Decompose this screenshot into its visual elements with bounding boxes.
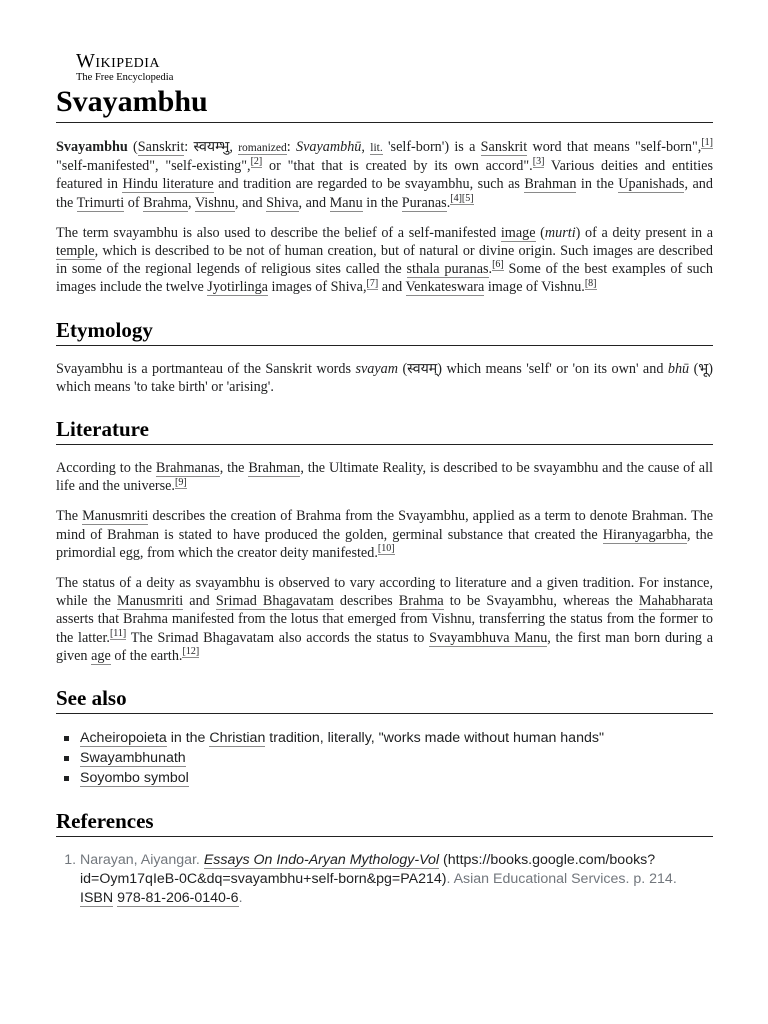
link-temple[interactable]: temple [56,243,95,260]
lead-paragraph: Svayambhu (Sanskrit: स्वयम्भु, romanized: Svayambhū, lit. 'self-born') is a Sanskrit word that means "self-born",[1] "self-manifested", "self-existing",[2] or "that that is created by its own accord".[3] Various deities and entities featured in Hindu literature and tradition are regarded to be svayambhu, such as Brahman in the Upanishads, and the Trimurti of Brahma, Vishnu, and Shiva, and Manu in the Puranas.[4][5] [56,137,714,211]
text: (भू) which means 'to take birth' or 'arising'. [56,360,713,395]
text: , and [235,194,267,211]
ref-6[interactable]: [6] [492,259,504,271]
link-brahmanas[interactable]: Brahmanas [155,460,220,477]
text: ( [535,224,545,241]
link-sanskrit-2[interactable]: Sanskrit [480,139,528,155]
link-brahman[interactable]: Brahman [524,176,577,193]
isbn-number-link[interactable]: 978-81-206-0140-6 [117,890,239,907]
text: describes the creation of Brahma from the Svayambhu, applied as a term to denote Brahman. The mind of Brahman is stated to have produced the golden, germinal substance that created the [56,508,714,543]
list-item [80,728,713,748]
text: . [238,890,243,907]
literature-paragraph-1 [56,459,713,495]
link-manusmriti-2[interactable]: Manusmriti [117,593,184,610]
link-sthala-puranas[interactable]: sthala puranas [406,261,489,278]
link-sanskrit[interactable]: Sanskrit [137,139,185,155]
link-mahabharata[interactable]: Mahabharata [638,593,713,610]
text: and tradition are regarded to be svayambhu, such as [213,176,525,193]
link-hindu-literature[interactable]: Hindu literature [122,176,214,193]
logo-wordmark: Wikipedia [76,50,161,72]
logo-tagline: The Free Encyclopedia [76,72,174,83]
link-manusmriti[interactable]: Manusmriti [82,508,149,525]
link-srimad-bhagavatam[interactable]: Srimad Bhagavatam [215,593,334,610]
text: , the [219,460,249,477]
text: The [56,508,83,525]
ref-9[interactable]: [9] [174,476,187,488]
ref-url: (https://books.google.com/books?id=Oym17qIeB-0C&dq=svayambhu+self-born&pg=PA214) [80,852,656,888]
ref-8[interactable]: [8] [584,277,597,289]
text: in the [576,176,619,193]
murti-term: murti [544,224,576,241]
heading-see-also: See also [56,685,713,714]
heading-references: References [56,808,713,837]
link-trimurti[interactable]: Trimurti [76,194,125,211]
heading-etymology: Etymology [56,317,713,346]
text: . [446,194,451,211]
list-item [80,768,713,788]
term-bhu: bhū [667,360,690,377]
text: and [183,593,216,610]
text: ) of a deity present in a [575,224,713,241]
text: in the [362,194,402,211]
ref-3[interactable]: [3] [532,156,545,168]
text: , [188,194,195,211]
ref-12[interactable]: [12] [182,646,200,658]
reference-item [80,851,713,908]
text: and [378,279,406,296]
text: The term svayambhu is also used to describe the belief of a self-manifested [56,224,501,241]
text: , which is described to be not of human creation, but of natural or divine origin. Such images are described in some of the regional legends of religious sites called the [56,243,713,278]
literature-paragraph-3 [56,574,713,665]
literature-paragraph-2 [56,507,713,562]
link-soyombo-symbol[interactable]: Soyombo symbol [80,770,189,787]
text: of the earth. [110,647,183,664]
link-svayambhuva-manu[interactable]: Svayambhuva Manu [429,629,548,646]
ref-2[interactable]: [2] [250,156,263,168]
ref-10[interactable]: [10] [377,543,395,555]
text: , and [298,194,330,211]
term-svayam: svayam [355,360,399,377]
text: 'self-born') is a [382,139,481,155]
link-vishnu[interactable]: Vishnu [194,194,236,211]
heading-literature: Literature [56,416,713,445]
text: , and the [56,176,713,211]
text: , [361,139,371,155]
text: images of Shiva, [267,279,367,296]
link-swayambhunath[interactable]: Swayambhunath [80,750,186,767]
link-hiranyagarbha[interactable]: Hiranyagarbha [602,526,688,543]
text: tradition, literally, "works made without human hands" [265,730,604,747]
list-item [80,748,713,768]
sanskrit-text: : स्वयम्भु, [184,139,239,155]
text: , the Ultimate Reality, is described to be svayambhu and the cause of all life and the universe. [56,460,713,495]
etymology-paragraph [56,360,713,396]
link-brahma[interactable]: Brahma [143,194,189,211]
references-list [56,851,713,908]
link-venkateswara[interactable]: Venkateswara [405,279,485,296]
text: The status of a deity as svayambhu is observed to vary according to literature and a given tradition. For instance, while the [56,575,713,610]
ref-4-5[interactable]: [4][5] [450,192,474,204]
ref-1[interactable]: [1] [701,137,714,149]
ref-author: Narayan, Aiyangar. [80,852,204,869]
link-christian[interactable]: Christian [209,730,266,747]
link-isbn[interactable]: ISBN [80,890,114,907]
link-shiva[interactable]: Shiva [266,194,299,211]
text: According to the [56,460,156,477]
text: , the first man born during a given [56,629,713,664]
see-also-list [56,728,713,788]
ref-title-link[interactable]: Essays On Indo-Aryan Mythology-Vol [203,852,440,869]
text: asserts that Brahma manifested from the lotus that emerged from Vishnu, transferring the status from the former to the latter. [56,611,713,646]
text: , the primordial egg, from which the creator deity manifested. [56,526,713,561]
lead-subject: Svayambhu [56,139,128,155]
ref-7[interactable]: [7] [366,277,379,289]
ref-publisher: . Asian Educational Services. p. 214. [446,871,677,888]
text: Some of the best examples of such images include the twelve [56,261,713,296]
link-lit[interactable]: lit. [370,142,383,154]
romanized-value: Svayambhū [296,139,362,155]
page-title: Svayambhu [56,84,713,123]
wikipedia-logo[interactable] [76,50,236,84]
text: word that means "self-born", [527,139,702,155]
link-image[interactable]: image [500,224,536,241]
link-brahma-2[interactable]: Brahma [398,593,444,610]
text: image of Vishnu. [484,279,585,296]
text: The Srimad Bhagavatam also accords the status to [126,629,430,646]
text: in the [166,730,210,747]
link-acheiropoieta[interactable]: Acheiropoieta [80,730,167,747]
text: . [488,261,493,278]
link-manu[interactable]: Manu [329,194,363,211]
text: Svayambhu is a portmanteau of the Sanskrit words [56,360,356,377]
text: : [286,139,296,155]
link-age[interactable]: age [91,647,111,664]
text: "self-manifested", "self-existing", [56,158,251,175]
text: Various deities and entities featured in [56,158,713,193]
link-upanishads[interactable]: Upanishads [618,176,685,193]
link-puranas[interactable]: Puranas [401,194,447,211]
link-jyotirlinga[interactable]: Jyotirlinga [207,279,268,296]
article-body [56,138,713,908]
link-brahman-2[interactable]: Brahman [248,460,301,477]
text: to be Svayambhu, whereas the [443,593,639,610]
text: of [124,194,144,211]
paragraph-2 [56,224,713,297]
text: describes [333,593,399,610]
ref-11[interactable]: [11] [109,627,127,639]
text: (स्वयम्) which means 'self' or 'on its own' and [398,360,668,377]
link-romanized[interactable]: romanized [238,142,287,154]
text: or "that that is created by its own accord". [262,158,533,175]
